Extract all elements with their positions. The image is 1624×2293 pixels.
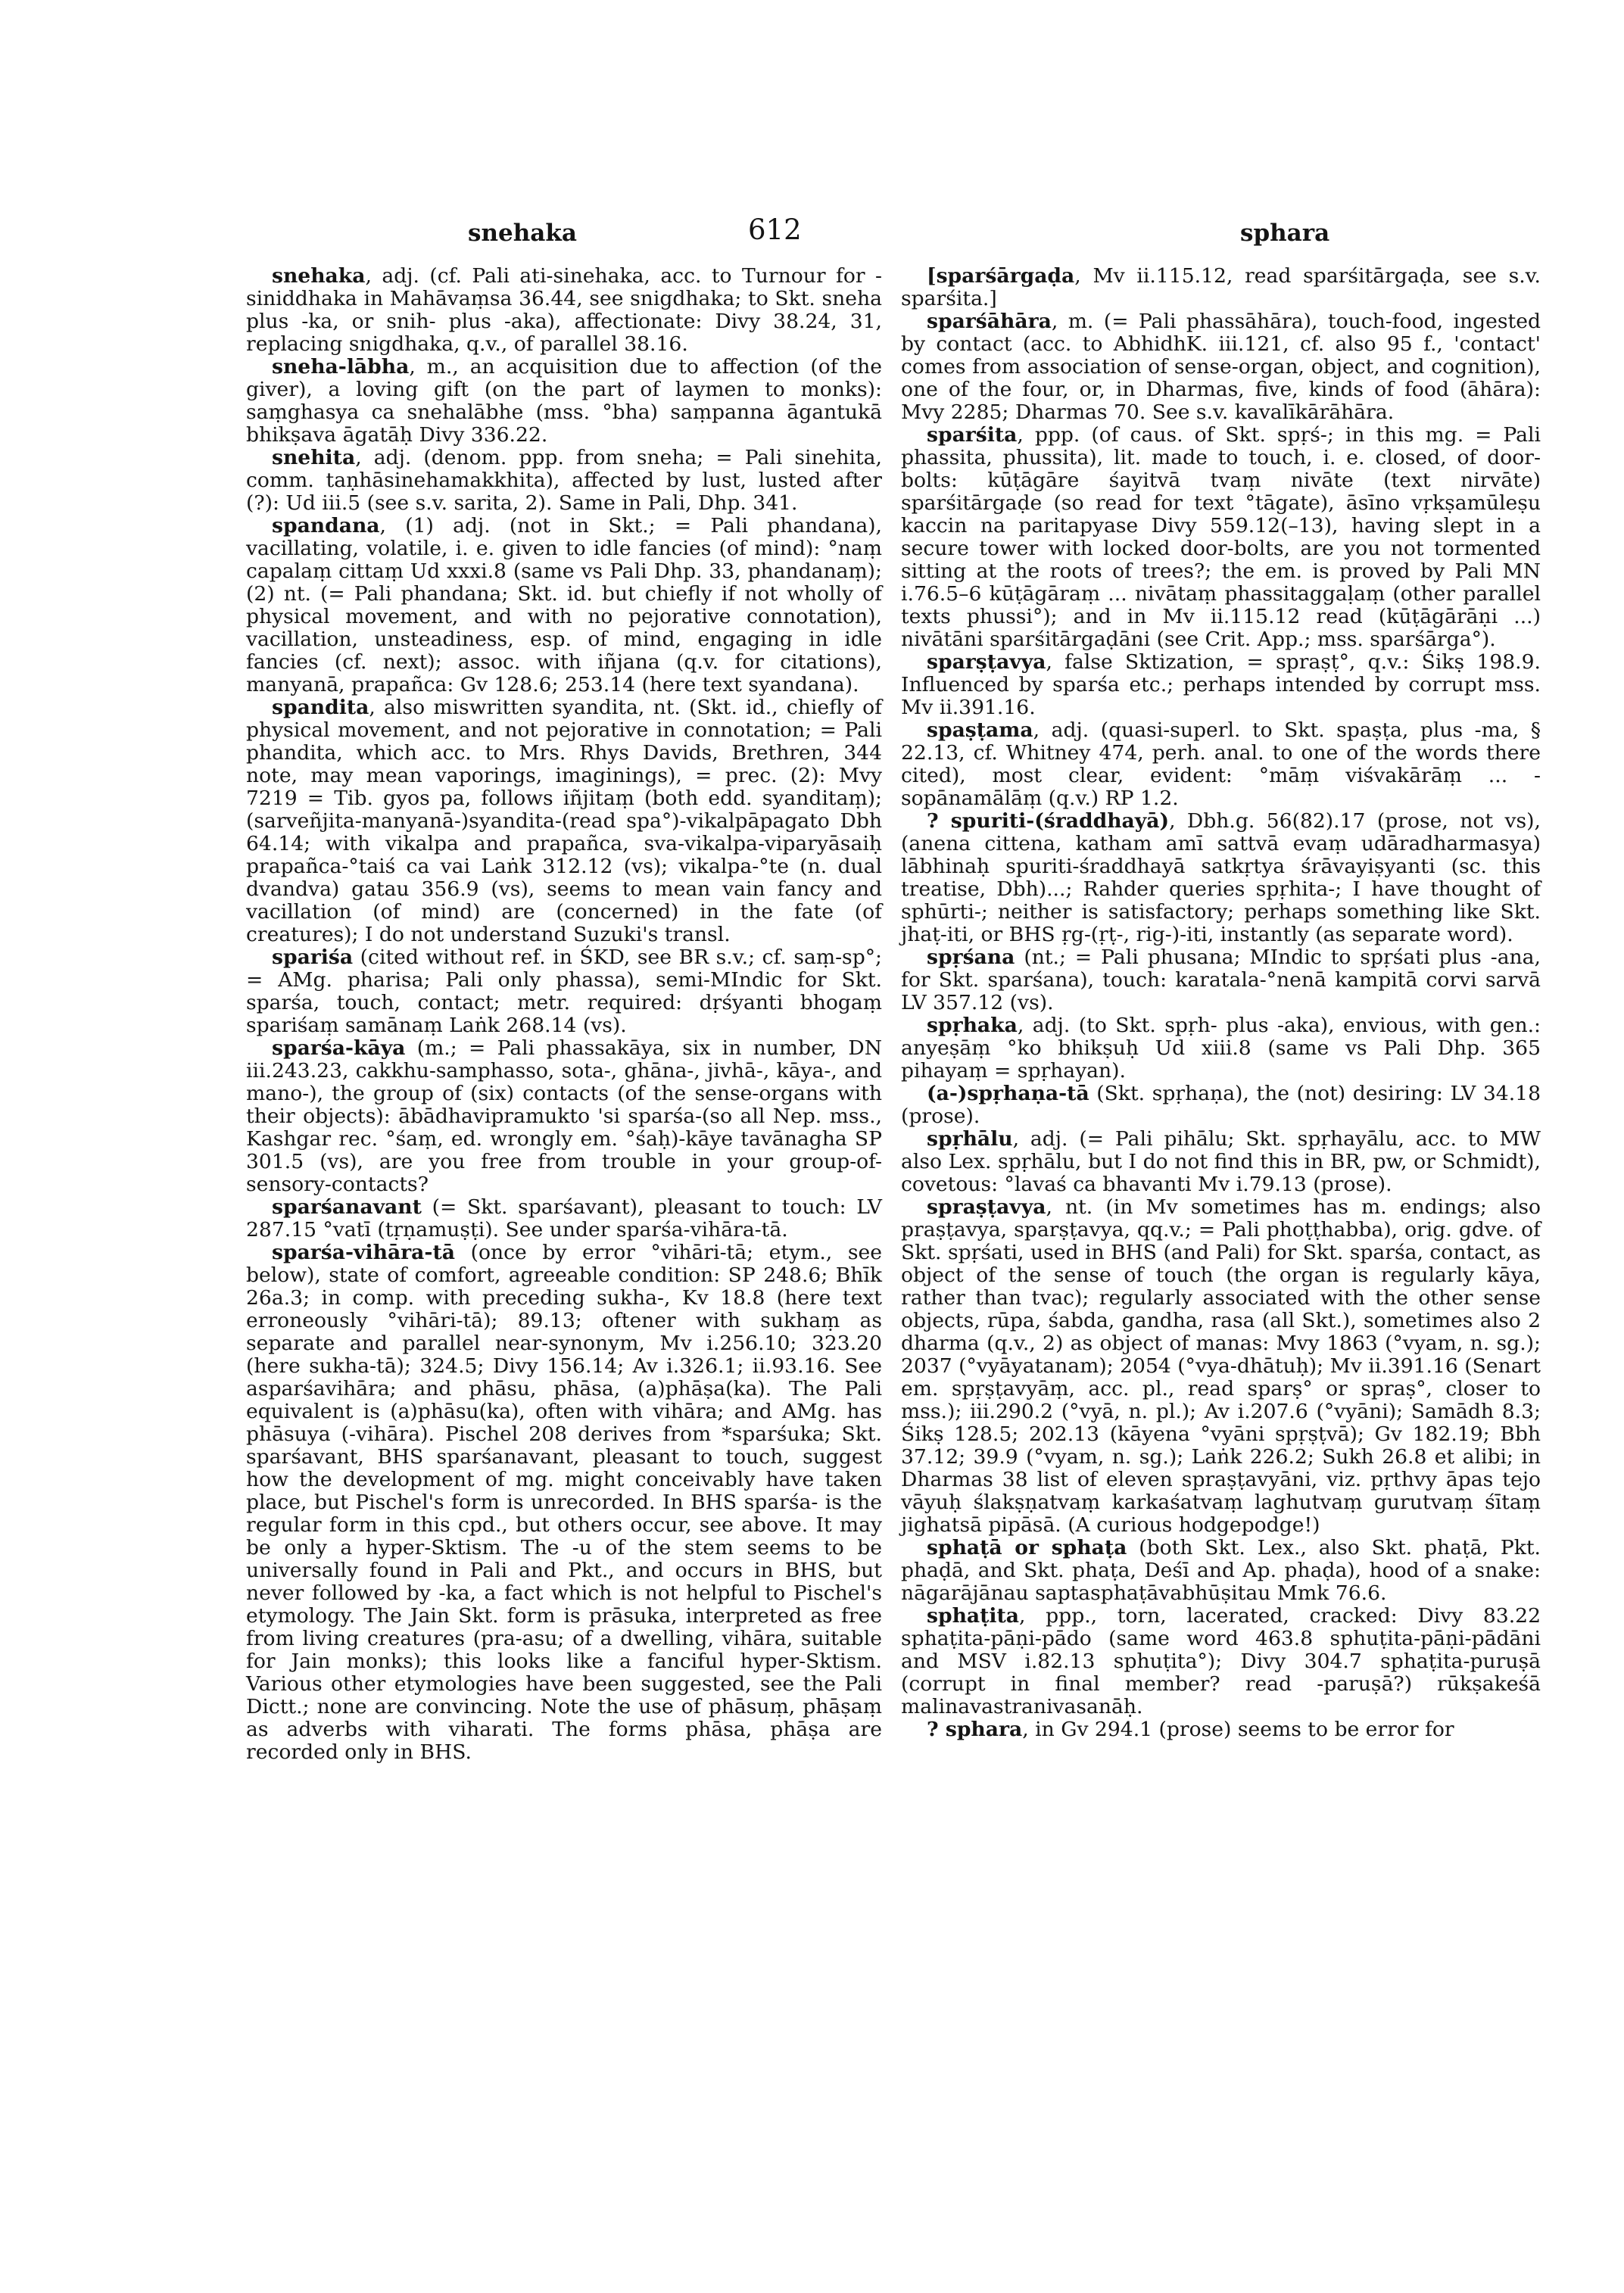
entry-body: , ppp. (of caus. of Skt. spṛś-; in this mg. = Pali phassita, phussita), lit. made to touch, i. e. closed, of door-bolts: kūṭāgāre śayitvā tvaṃ nivāte (text nirvāte) sparśitārgaḍe (so read for text °tāgate), āsīno vṛkṣamūleṣu kaccin na paritapyase Divy 559.12(–13), having slept in a secure tower with locked door-bolts, are you not tormented sitting at the roots of trees?; the em. is proved by Pali MN i.76.5–6 kūṭāgāraṃ ... nivātaṃ phassitaggaḷaṃ (other parallel texts phussi°); and in Mv ii.115.12 read (kūṭāgārāṇi ...) nivātāni sparśitārgaḍāni (see Crit. App.; mss. sparśārga°). bbox=[901, 423, 1541, 651]
entry-snehita bbox=[246, 447, 882, 515]
entry-headword: sneha-lābha bbox=[272, 355, 410, 379]
entry-body: , m. (= Pali phassāhāra), touch-food, ingested by contact (acc. to AbhidhK. iii.121, cf. also 95 f., 'contact' comes from association of sense-organ, object, and cognition), one of the four, or, in Dharmas, five, kinds of food (āhāra): Mvy 2285; Dharmas 70. See s.v. kavalīkārāhāra. bbox=[901, 310, 1541, 424]
entry-headword: spṛhālu bbox=[927, 1127, 1013, 1151]
entry-sparsa-kaya bbox=[246, 1037, 882, 1196]
right-column bbox=[901, 265, 1541, 1741]
entry-body: , adj. (cf. Pali ati-sinehaka, acc. to Turnour for -siniddhaka in Mahāvaṃsa 36.44, see snigdhaka; to Skt. sneha plus -ka, or snih- plus -aka), affectionate: Divy 38.24, 31, replacing snigdhaka, q.v., of parallel 38.16. bbox=[246, 264, 882, 356]
entry-body: , m., an acquisition due to affection (of the giver), a loving gift (on the part of laymen to monks): saṃghasya ca snehalābhe (mss. °bha) saṃpanna āgantukā bhikṣava āgatāḥ Divy 336.22. bbox=[246, 355, 882, 447]
page-number: 612 bbox=[748, 213, 802, 246]
entry-headword: spraṣṭavya bbox=[927, 1195, 1046, 1219]
entry-sparsahara bbox=[901, 310, 1541, 424]
entry-sparsita bbox=[901, 424, 1541, 651]
entry-body: (= Skt. sparśavant), pleasant to touch: LV 287.15 °vatī (tṛṇamuṣṭi). See under sparśa-vihāra-tā. bbox=[246, 1195, 882, 1242]
entry-headword: spandana bbox=[272, 514, 380, 537]
entry-body: , adj. (to Skt. spṛh- plus -aka), envious, with gen.: anyeṣāṃ °ko bhikṣuḥ Ud xiii.8 (same vs Pali Dhp. 365 pihayaṃ = spṛhayan). bbox=[901, 1014, 1541, 1083]
entry-snehaka bbox=[246, 265, 882, 356]
entry-body: (nt.; = Pali phusana; MIndic to spṛśati plus -ana, for Skt. sparśana), touch: karatala-°nenā kampitā corvi sarvā LV 357.12 (vs). bbox=[901, 946, 1541, 1014]
entry-body: , (1) adj. (not in Skt.; = Pali phandana), vacillating, volatile, i. e. given to idle fancies (of mind): °naṃ capalaṃ cittaṃ Ud xxxi.8 (same vs Pali Dhp. 33, phandanaṃ); (2) nt. (= Pali phandana; Skt. id. but chiefly if not wholly of physical movement, and with no pejorative connotation), vacillation, unsteadiness, esp. of mind, engaging in idle fancies (cf. next); assoc. with iñjana (q.v. for citations), manyanā, prapañca: Gv 128.6; 253.14 (here text syandana). bbox=[246, 514, 882, 696]
entry-sneha-labha bbox=[246, 356, 882, 447]
entry-body: (cited without ref. in ŚKD, see BR s.v.; cf. saṃ-sp°; = AMg. pharisa; Pali only phassa), semi-MIndic for Skt. sparśa, touch, contact; metr. required: dṛśyanti bhogaṃ spariśaṃ samānaṃ Laṅk 268.14 (vs). bbox=[246, 946, 882, 1037]
entry-spuriti bbox=[901, 810, 1541, 946]
entry-headword: (a-)spṛhaṇa-tā bbox=[927, 1082, 1089, 1105]
entry-sphata bbox=[901, 1537, 1541, 1605]
entry-body: , adj. (denom. ppp. from sneha; = Pali sinehita, comm. taṇhāsinehamakkhita), affected by lust, lusted after (?): Ud iii.5 (see s.v. sarita, 2). Same in Pali, Dhp. 341. bbox=[246, 446, 882, 515]
entry-body: (once by error °vihāri-tā; etym., see below), state of comfort, agreeable condition: SP 248.6; Bhīk 26a.3; in comp. with preceding sukha-, Kv 18.8 (here text erroneously °vihāri-tā); 89.13; oftener with sukhaṃ as separate and parallel near-synonym, Mv i.256.10; 323.20 (here sukha-tā); 324.5; Divy 156.14; Av i.326.1; ii.93.16. See asparśavihāra; and phāsu, phāsa, (a)phāṣa(ka). The Pali equivalent is (a)phāsu(ka), often with vihāra; and AMg. has phāsuya (-vihāra). Pischel 208 derives from *sparśuka; Skt. sparśavant, BHS sparśanavant, pleasant to touch, suggest how the development of mg. might conceivably have taken place, but Pischel's form is unrecorded. In BHS sparśa- is the regular form in this cpd., but others occur, see above. It may be only a hyper-Sktism. The -u of the stem seems to be universally found in Pali and Pkt., and occurs in BHS, but never followed by -ka, a fact which is not helpful to Pischel's etymology. The Jain Skt. form is prāsuka, interpreted as free from living creatures (pra-asu; of a dwelling, vihāra, suitable for Jain monks); this looks like a fanciful hyper-Sktism. Various other etymologies have been suggested, see the Pali Dictt.; none are convincing. Note the use of phāsuṃ, phāṣaṃ as adverbs with viharati. The forms phāsa, phāṣa are recorded only in BHS. bbox=[246, 1241, 882, 1764]
entry-sprhalu bbox=[901, 1128, 1541, 1196]
entry-headword: sparśita bbox=[927, 423, 1018, 447]
entry-headword: spṛśana bbox=[927, 946, 1015, 969]
entry-headword: sparśāhāra bbox=[927, 310, 1052, 333]
entry-sparsargada bbox=[901, 265, 1541, 310]
entry-body: (Skt. spṛhaṇa), the (not) desiring: LV 34.18 (prose). bbox=[901, 1082, 1541, 1128]
entry-body: , nt. (in Mv sometimes has m. endings; also praṣṭavya, sparṣṭavya, qq.v.; = Pali phoṭṭhabba), orig. gdve. of Skt. spṛśati, used in BHS (and Pali) for Skt. sparśa, contact, as object of the sense of touch (the organ is regularly kāya, rather than tvac); regularly associated with the other sense objects, rūpa, śabda, gandha, rasa (all Skt.), sometimes also 2 dharma (q.v., 2) as object of manas: Mvy 1863 (°vyam, n. sg.); 2037 (°vyāyatanam); 2054 (°vya-dhātuḥ); Mv ii.391.16 (Senart em. spṛṣṭavyāṃ, acc. pl., read sparṣ° or spraṣ°, closer to mss.); iii.290.2 (°vyā, n. pl.); Av i.207.6 (°vyāni); Samādh 8.3; Śikṣ 128.5; 202.13 (kāyena °vyāni spṛṣṭvā); Gv 182.19; Bbh 37.12; 39.9 (°vyam, n. sg.); Laṅk 226.2; Sukh 26.8 et alibi; in Dharmas 38 list of eleven spraṣṭavyāni, viz. pṛthvy āpas tejo vāyuḥ ślakṣṇatvaṃ karkaśatvaṃ laghutvaṃ gurutvaṃ śītaṃ jighatsā pipāsā. (A curious hodgepodge!) bbox=[901, 1195, 1541, 1537]
entry-spastama bbox=[901, 719, 1541, 810]
entry-sparsa-vihara-ta bbox=[246, 1242, 882, 1764]
entry-a-sprhana-ta bbox=[901, 1083, 1541, 1128]
entry-headword: [sparśārgaḍa bbox=[927, 264, 1075, 288]
entry-sprsana bbox=[901, 946, 1541, 1014]
entry-sparsanavant bbox=[246, 1196, 882, 1242]
entry-headword: spṛhaka bbox=[927, 1014, 1018, 1037]
entry-body: , Mv ii.115.12, read sparśitārgaḍa, see s.v. sparśita.] bbox=[901, 264, 1541, 310]
entry-body: , ppp., torn, lacerated, cracked: Divy 83.22 sphaṭita-pāṇi-pādo (same word 463.8 sphuṭita-pāṇi-pādāni and MSV i.82.13 sphuṭita°); Divy 304.7 sphaṭita-puruṣā (corrupt in final member? read -paruṣā?) rūkṣakeśā malinavastranivasanāḥ. bbox=[901, 1604, 1541, 1718]
entry-headword: sparśa-kāya bbox=[272, 1036, 406, 1060]
entry-body: , adj. (= Pali pihālu; Skt. spṛhayālu, acc. to MW also Lex. spṛhālu, but I do not find this in BR, pw, or Schmidt), covetous: °lavaś ca bhavanti Mv i.79.13 (prose). bbox=[901, 1127, 1541, 1196]
running-header bbox=[241, 213, 1611, 251]
left-running-headword: snehaka bbox=[468, 220, 577, 247]
left-column bbox=[246, 265, 882, 1764]
entry-body: , in Gv 294.1 (prose) seems to be error for bbox=[1022, 1718, 1454, 1741]
entry-headword: ? sphara bbox=[927, 1718, 1023, 1741]
entry-headword: snehita bbox=[272, 446, 356, 469]
entry-headword: sparśa-vihāra-tā bbox=[272, 1241, 455, 1264]
entry-sparstavya bbox=[901, 651, 1541, 719]
entry-spandita bbox=[246, 696, 882, 946]
entry-body: , also miswritten syandita, nt. (Skt. id., chiefly of physical movement, and not pejorative in connotation; = Pali phandita, which acc. to Mrs. Rhys Davids, Brethren, 344 note, may mean vaporings, imaginings), = prec. (2): Mvy 7219 = Tib. gyos pa, follows iñjitaṃ (both edd. syanditaṃ); (sarveñjita-manyanā-)syandita-(read spa°)-vikalpāpagato Dbh 64.14; with vikalpa and prapañca, sva-vikalpa-viparyāsaiḥ prapañca-°taiś ca vai Laṅk 312.12 (vs); vikalpa-°te (n. dual dvandva) gatau 356.9 (vs), seems to mean vain fancy and vacillation (of mind) are (concerned) in the fate (of creatures); I do not understand Suzuki's transl. bbox=[246, 696, 882, 946]
entry-sprhaka bbox=[901, 1014, 1541, 1083]
entry-headword: ? spuriti-(śraddhayā) bbox=[927, 809, 1170, 833]
entry-sparisa bbox=[246, 946, 882, 1037]
entry-body: , Dbh.g. 56(82).17 (prose, not vs), (anena cittena, katham amī sattvā evaṃ udāradharmasya) lābhinaḥ spuriti-śraddhayā satkṛtya śrāvayiṣyanti (sc. this treatise, Dbh)...; Rahder queries spṛhita-; I have thought of sphūrti-; neither is satisfactory; perhaps something like Skt. jhaṭ-iti, or BHS ṛg-(ṛṭ-, rig-)-iti, instantly (as separate word). bbox=[901, 809, 1541, 946]
entry-headword: sphaṭā or sphaṭa bbox=[927, 1536, 1127, 1559]
entry-body: , adj. (quasi-superl. to Skt. spaṣṭa, plus -ma, § 22.13, cf. Whitney 474, perh. anal. to one of the words there cited), most clear, evident: °māṃ viśvakārāṃ ... -sopānamālāṃ (q.v.) RP 1.2. bbox=[901, 718, 1541, 810]
entry-headword: spariśa bbox=[272, 946, 354, 969]
entry-sphara bbox=[901, 1718, 1541, 1741]
entry-headword: sparṣṭavya bbox=[927, 650, 1046, 674]
entry-headword: spandita bbox=[272, 696, 369, 719]
entry-headword: sparśanavant bbox=[272, 1195, 422, 1219]
entry-body: (both Skt. Lex., also Skt. phaṭā, Pkt. phaḍā, and Skt. phaṭa, Deśī and Ap. phaḍa), hood of a snake: nāgarājānau saptasphaṭāvabhūṣitau Mmk 76.6. bbox=[901, 1536, 1541, 1605]
entry-headword: snehaka bbox=[272, 264, 366, 288]
entry-body: , false Sktization, = spraṣṭ°, q.v.: Śikṣ 198.9. Influenced by sparśa etc.; perhaps intended by corrupt mss. Mv ii.391.16. bbox=[901, 650, 1541, 719]
entry-headword: spaṣṭama bbox=[927, 718, 1033, 742]
entry-sphatita bbox=[901, 1605, 1541, 1718]
entry-headword: sphaṭita bbox=[927, 1604, 1020, 1628]
entry-spandana bbox=[246, 515, 882, 696]
entry-sprastavya bbox=[901, 1196, 1541, 1537]
right-running-headword: sphara bbox=[1240, 220, 1330, 247]
entry-body: (m.; = Pali phassakāya, six in number, DN iii.243.23, cakkhu-samphasso, sota-, ghāna-, jivhā-, kāya-, and mano-), the group of (six) contacts (of the sense-organs with their objects): ābādhavipramukto 'si sparśa-(so all Nep. mss., Kashgar rec. °śaṃ, ed. wrongly em. °śaḥ)-kāye tavānagha SP 301.5 (vs), are you free from trouble in your group-of-sensory-contacts? bbox=[246, 1036, 882, 1196]
